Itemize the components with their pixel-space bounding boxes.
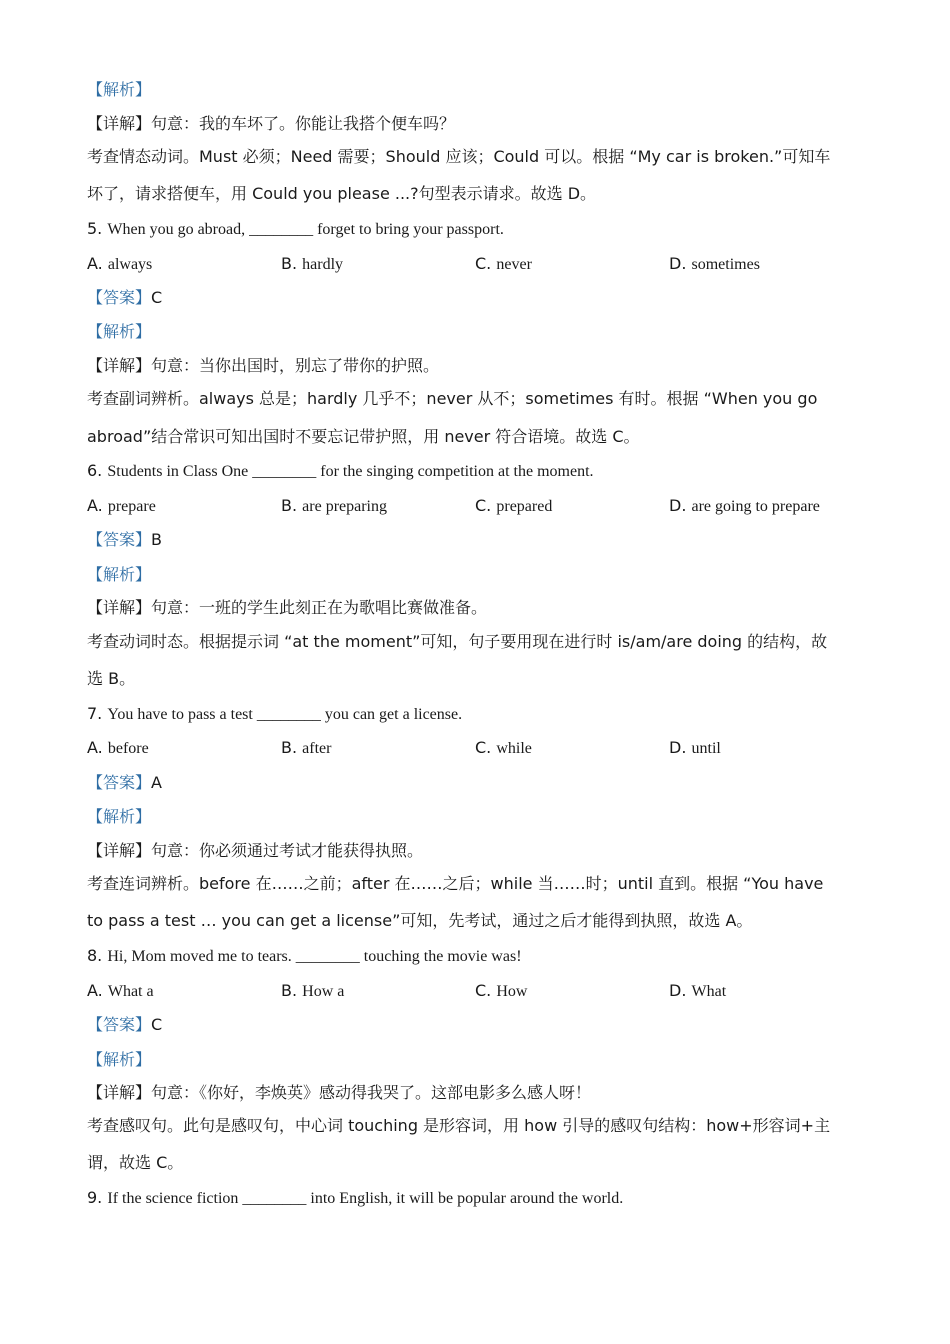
option-b: B. after: [281, 738, 332, 757]
explanation-line: 考查感叹句。此句是感叹句，中心词 touching 是形容词，用 how 引导的感叹句结构：how+形容词+主: [87, 1116, 831, 1135]
question-text: Students in Class One ________ for the singing competition at the moment.: [107, 463, 594, 480]
option-a: A. before: [87, 738, 149, 757]
option-c: C. How: [475, 981, 528, 1000]
detail-tag: 【详解】: [87, 841, 152, 860]
answer-line: [87, 288, 867, 308]
option-d: D. are going to prepare: [669, 496, 820, 515]
option-c: C. while: [475, 738, 532, 757]
detail-text: 句意：当你出国时，别忘了带你的护照。: [151, 356, 440, 375]
option-a: A. always: [87, 254, 153, 273]
option-d: D. sometimes: [669, 254, 760, 273]
answer-line: [87, 1015, 867, 1035]
detail-text: 句意：我的车坏了。你能让我搭个便车吗？: [151, 114, 456, 133]
detail-tag: 【详解】: [87, 1083, 152, 1102]
explanation-line: 坏了，请求搭便车，用 Could you please ...?句型表示请求。故选 D。: [87, 184, 597, 203]
answer-value: B: [151, 530, 162, 549]
answer-tag: 【答案】: [87, 773, 152, 792]
detail-line: [87, 1083, 867, 1103]
question-text: Hi, Mom moved me to tears. ________ touching the movie was!: [107, 948, 522, 965]
question-stem: [87, 704, 867, 725]
detail-tag: 【详解】: [87, 598, 152, 617]
question-text: You have to pass a test ________ you can get a license.: [107, 706, 463, 723]
option-b: B. hardly: [281, 254, 344, 273]
detail-text: 句意：一班的学生此刻正在为歌唱比赛做准备。: [151, 598, 488, 617]
option-c: C. never: [475, 254, 532, 273]
explanation-line: 选 B。: [87, 669, 136, 688]
answer-tag: 【答案】: [87, 288, 152, 307]
answer-line: [87, 530, 867, 550]
option-d: D. What: [669, 981, 727, 1000]
answer-value: C: [151, 288, 163, 307]
explanation-line: to pass a test … you can get a license”可知，先考试，通过之后才能得到执照，故选 A。: [87, 911, 753, 930]
explanation-line: 考查情态动词。Must 必须；Need 需要；Should 应该；Could 可以。根据 “My car is broken.”可知车: [87, 147, 831, 166]
answer-value: C: [151, 1015, 163, 1034]
detail-text: 句意：你必须通过考试才能获得执照。: [151, 841, 424, 860]
explanation-line: 考查动词时态。根据提示词 “at the moment”可知，句子要用现在进行时 is/am/are doing 的结构，故: [87, 632, 828, 651]
analysis-tag: 【解析】: [87, 565, 152, 584]
explanation-line: 谓，故选 C。: [87, 1153, 184, 1172]
detail-line: [87, 841, 867, 861]
analysis-tag: 【解析】: [87, 807, 152, 826]
option-d: D. until: [669, 738, 721, 757]
detail-tag: 【详解】: [87, 114, 152, 133]
option-a: A. prepare: [87, 496, 156, 515]
detail-tag: 【详解】: [87, 356, 152, 375]
option-c: C. prepared: [475, 496, 553, 515]
explanation-line: 考查副词辨析。always 总是；hardly 几乎不；never 从不；sometimes 有时。根据 “When you go: [87, 389, 818, 408]
detail-line: [87, 598, 867, 618]
explanation-line: abroad”结合常识可知出国时不要忘记带护照，用 never 符合语境。故选 C。: [87, 427, 640, 446]
question-stem: [87, 946, 867, 967]
detail-line: [87, 356, 867, 376]
analysis-tag: 【解析】: [87, 1050, 152, 1069]
question-number: 7.: [87, 704, 103, 723]
question-number: 8.: [87, 946, 103, 965]
question-stem: [87, 219, 867, 240]
answer-line: [87, 773, 867, 793]
question-text: When you go abroad, ________ forget to bring your passport.: [107, 221, 504, 238]
question-number: 9.: [87, 1188, 103, 1207]
option-a: A. What a: [87, 981, 154, 1000]
question-stem: [87, 1188, 867, 1209]
analysis-tag: 【解析】: [87, 80, 152, 99]
question-number: 6.: [87, 461, 103, 480]
question-number: 5.: [87, 219, 103, 238]
detail-text: 句意：《你好，李焕英》感动得我哭了。这部电影多么感人呀！: [151, 1083, 592, 1102]
answer-tag: 【答案】: [87, 1015, 152, 1034]
answer-value: A: [151, 773, 162, 792]
answer-tag: 【答案】: [87, 530, 152, 549]
analysis-tag: 【解析】: [87, 322, 152, 341]
question-text: If the science fiction ________ into English, it will be popular around the world.: [107, 1190, 624, 1207]
option-b: B. are preparing: [281, 496, 387, 515]
option-b: B. How a: [281, 981, 345, 1000]
explanation-line: 考查连词辨析。before 在……之前；after 在……之后；while 当……时；until 直到。根据 “You have: [87, 874, 824, 893]
question-stem: [87, 461, 867, 482]
detail-line: [87, 114, 867, 134]
